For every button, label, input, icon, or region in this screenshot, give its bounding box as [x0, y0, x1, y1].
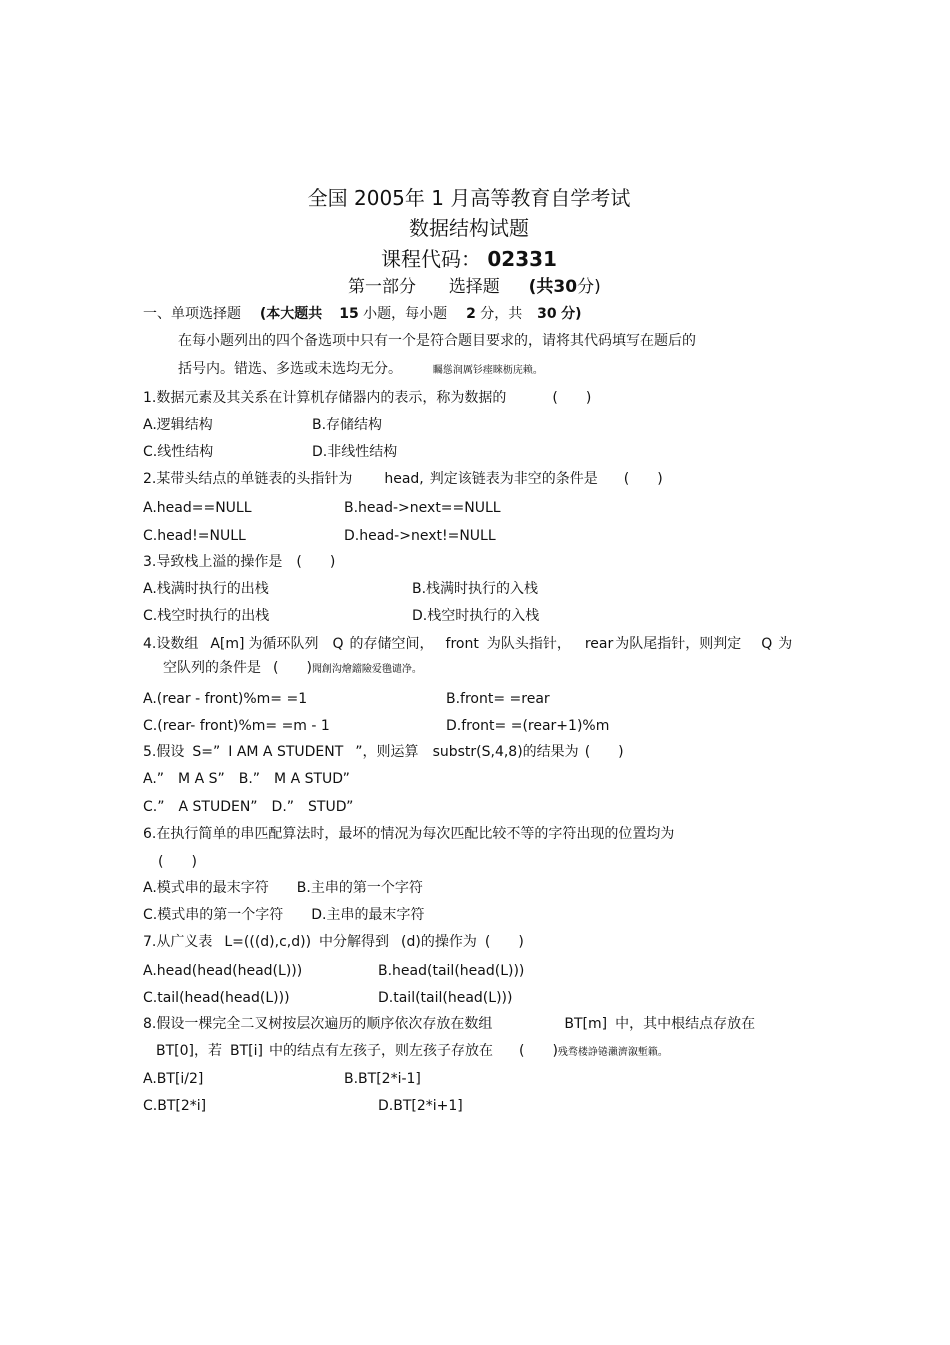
section-title: 一、单项选择题 [143, 306, 241, 322]
exam-title: 全国 2005年 1 月高等教育自学考试 [307, 186, 631, 210]
answer-paren: ( ) [552, 390, 592, 406]
q1-option-c: C.线性结构 [143, 444, 214, 460]
q4-option-a: A.(rear - front)%m= =1 [143, 691, 308, 707]
question-6-stem: 6.在执行简单的串匹配算法时，最坏的情况为每次匹配比较不等的字符出现的位置均为 [143, 826, 675, 842]
part-total: (共30分) [528, 277, 601, 297]
instruction-line-2: 括号内。错选、多选或未选均无分。 矚慫润厲钐瘗睞枥庑赖。 [178, 361, 543, 377]
answer-paren: ( ) [273, 660, 312, 676]
q4-option-c: C.(rear- front)%m= =m - 1 [143, 718, 330, 734]
answer-paren: ( ) [623, 471, 663, 487]
q8-option-d: D.BT[2*i+1] [378, 1098, 463, 1114]
section-paren: (本大题共 [259, 306, 323, 322]
q6-options-ab: A.模式串的最末字符 B.主串的第一个字符 [143, 880, 423, 896]
q5-options-ab: A.” M A S” B.” M A STUD” [143, 771, 350, 787]
q1-option-b: B.存储结构 [312, 417, 383, 433]
question-4-stem: 4.设数组 A[m] 为循环队列 Q 的存储空间， front 为队头指针， rear 为队尾指针，则判定 Q 为 [143, 636, 793, 652]
question-1-stem: 1.数据元素及其关系在计算机存储器内的表示，称为数据的 ( ) [143, 390, 592, 406]
q8-option-c: C.BT[2*i] [143, 1098, 207, 1114]
q7-option-d: D.tail(tail(head(L))) [378, 990, 513, 1006]
q4-option-b: B.front= =rear [446, 691, 550, 707]
q5-options-cd: C.” A STUDEN” D.” STUD” [143, 799, 354, 815]
answer-paren: ( ) [584, 744, 624, 760]
garbled-text: 矚慫润厲钐瘗睞枥庑赖。 [432, 365, 543, 376]
q7-option-c: C.tail(head(head(L))) [143, 990, 290, 1006]
section-heading [143, 305, 582, 323]
score-total: 30 [537, 306, 557, 322]
instruction-line-1: 在每小题列出的四个备选项中只有一个是符合题目要求的，请将其代码填写在题后的 [178, 333, 696, 349]
course-code-line [0, 246, 938, 272]
q2-option-c: C.head!=NULL [143, 528, 246, 544]
section-text: 分，共 [480, 306, 523, 322]
q3-option-b: B.栈满时执行的入栈 [412, 581, 539, 597]
q2-option-b: B.head->next==NULL [344, 500, 501, 516]
q7-option-b: B.head(tail(head(L))) [378, 963, 525, 979]
question-8-stem-line-2: BT[0]，若 BT[i] 中的结点有左孩子，则左孩子存放在 ( )残骛楼諍锩瀨濟溆塹籟。 [156, 1043, 668, 1059]
q1-option-a: A.逻辑结构 [143, 417, 213, 433]
answer-paren: ( ) [484, 934, 524, 950]
exam-subject: 数据结构试题 [409, 216, 529, 240]
answer-paren: ( ) [158, 854, 197, 870]
question-4-stem-line-2: 空队列的条件是 ( )聞創沟燴鐺險爱氇谴净。 [163, 660, 422, 676]
q3-option-d: D.栈空时执行的入栈 [412, 608, 540, 624]
q3-option-c: C.栈空时执行的出栈 [143, 608, 270, 624]
q7-option-a: A.head(head(head(L))) [143, 963, 303, 979]
question-7-stem: 7.从广义表 L=(((d),c,d)) 中分解得到 (d)的操作为 ( ) [143, 934, 524, 950]
q4-option-d: D.front= =(rear+1)%m [446, 718, 610, 734]
part-title: 选择题 [448, 277, 500, 297]
q8-option-a: A.BT[i/2] [143, 1071, 204, 1087]
course-code: 02331 [487, 247, 557, 271]
garbled-text: 残骛楼諍锩瀨濟溆塹籟。 [557, 1047, 668, 1058]
question-3-stem: 3.导致栈上溢的操作是 ( ) [143, 554, 336, 570]
q2-option-d: D.head->next!=NULL [344, 528, 496, 544]
question-8-stem: 8.假设一棵完全二叉树按层次遍历的顺序依次存放在数组 BT[m] 中，其中根结点存放在 [143, 1016, 756, 1032]
q6-options-cd: C.模式串的第一个字符 D.主串的最末字符 [143, 907, 425, 923]
answer-paren: ( ) [518, 1043, 558, 1059]
q8-option-b: B.BT[2*i-1] [344, 1071, 421, 1087]
garbled-text: 聞創沟燴鐺險爱氇谴净。 [311, 664, 422, 675]
section-text: 小题，每小题 [363, 306, 448, 322]
question-2-stem: 2.某带头结点的单链表的头指针为 head, 判定该链表为非空的条件是 ( ) [143, 471, 663, 487]
q2-option-a: A.head==NULL [143, 500, 252, 516]
score-each: 2 [466, 306, 476, 322]
part-label: 第一部分 [348, 277, 416, 297]
answer-paren: ( ) [296, 554, 336, 570]
part-heading [348, 276, 601, 298]
question-5-stem: 5.假设 S=” I AM A STUDENT ”，则运算 substr(S,4,8)的结果为 ( ) [143, 744, 624, 760]
section-paren-close: 分) [561, 306, 582, 322]
course-code-label: 课程代码： [381, 247, 482, 271]
q3-option-a: A.栈满时执行的出栈 [143, 581, 269, 597]
question-count: 15 [339, 306, 359, 322]
q1-option-d: D.非线性结构 [312, 444, 398, 460]
